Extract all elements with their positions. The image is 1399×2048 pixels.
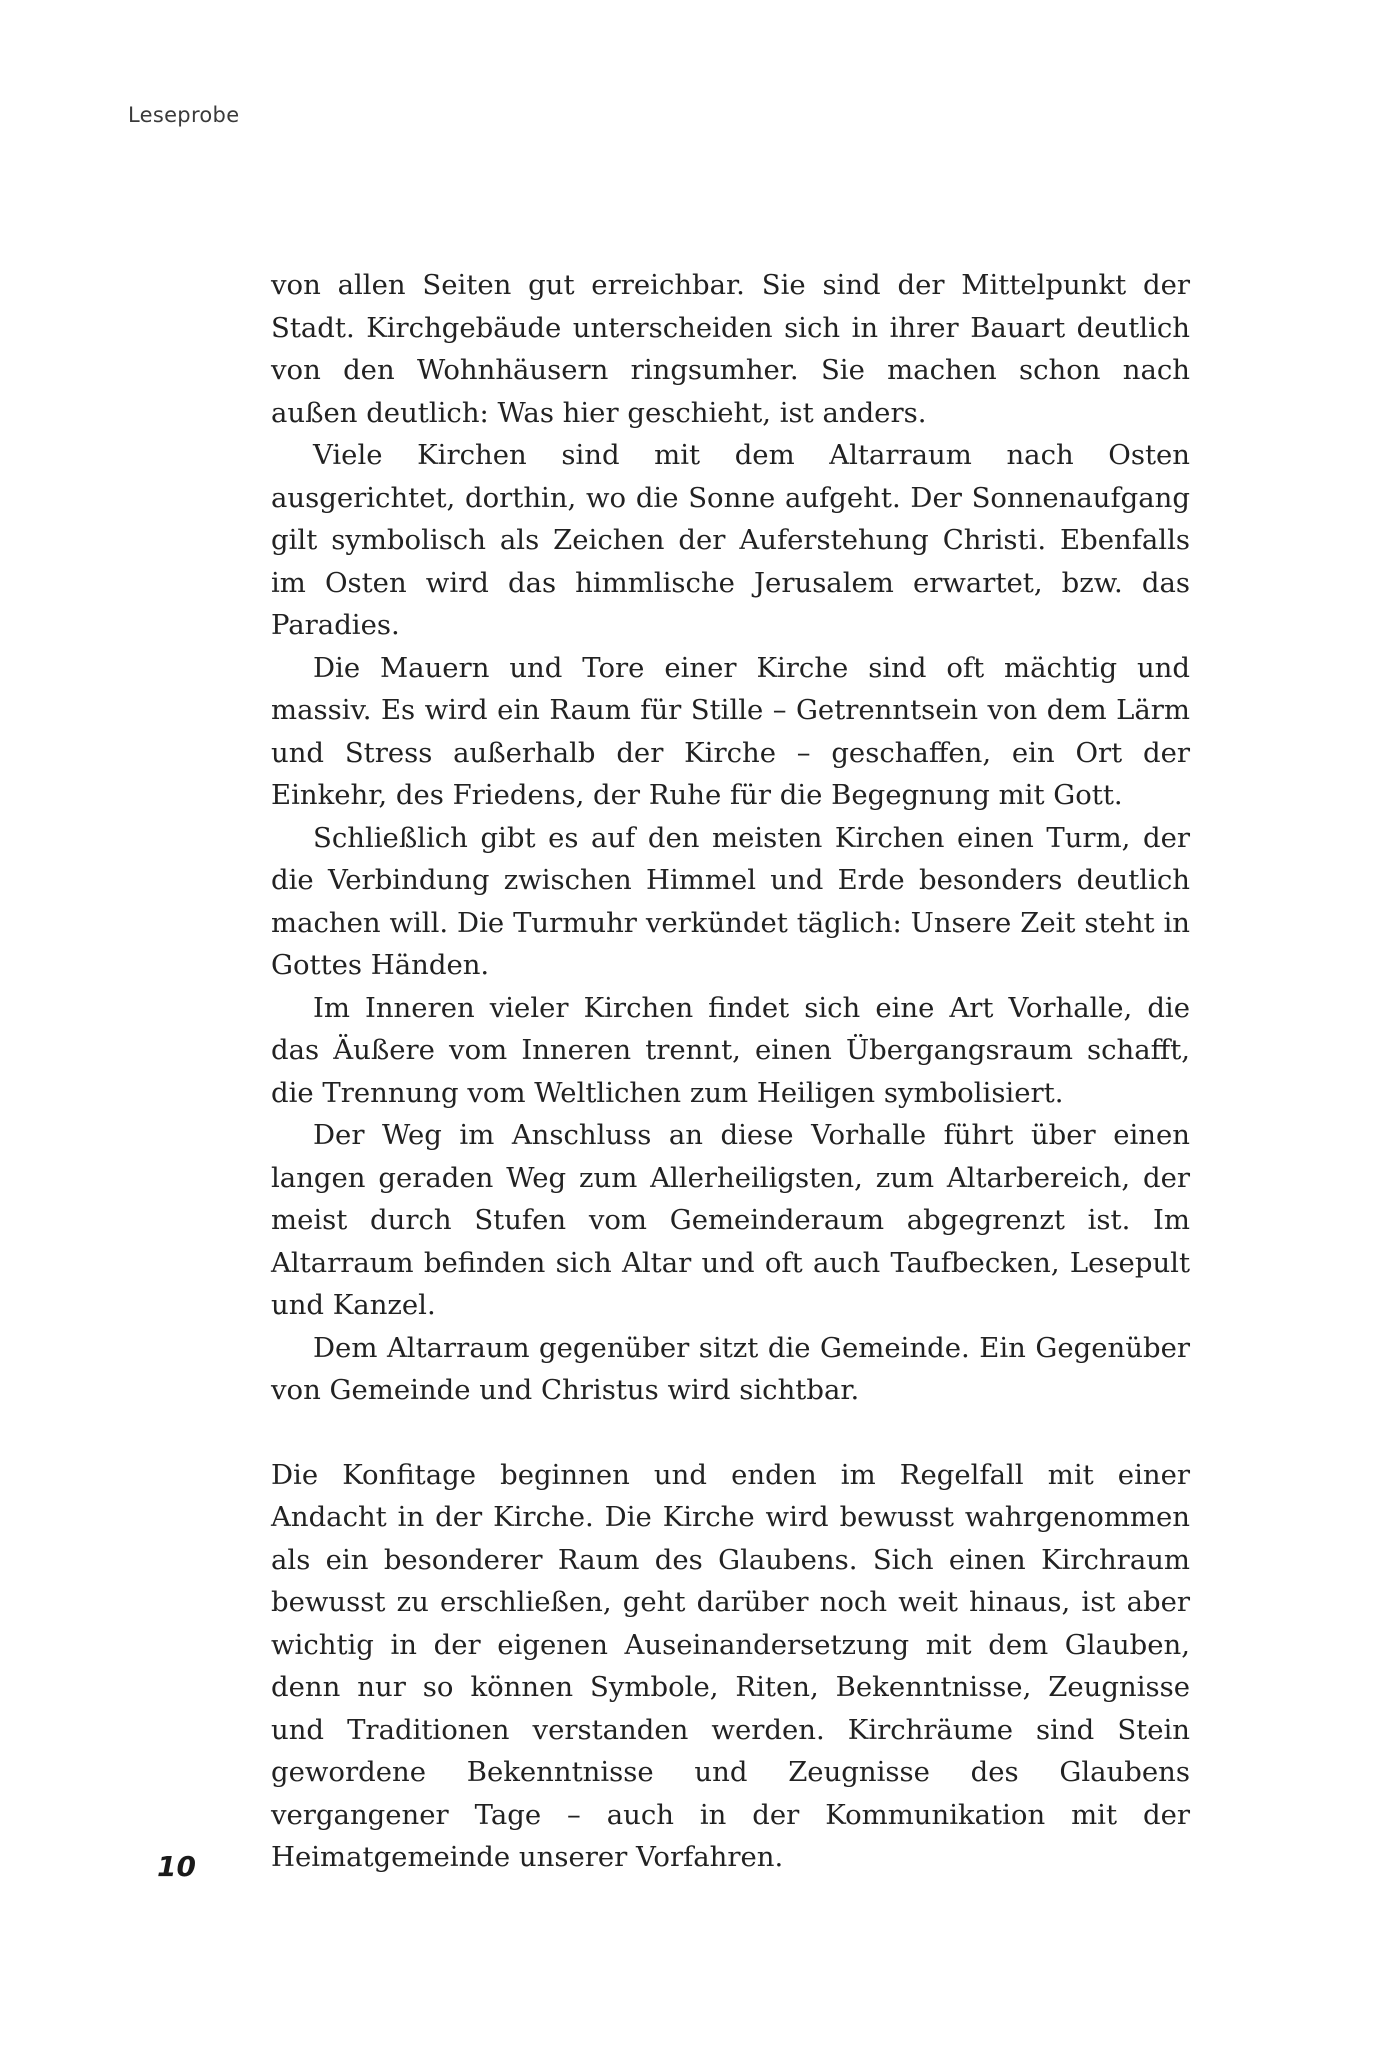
body-text (271, 264, 1190, 1879)
page-number: 10 (157, 1850, 196, 1883)
paragraph: Der Weg im Anschluss an diese Vorhalle führt über einen langen geraden Weg zum Allerheiligsten, zum Altarbereich, der meist durch Stufen vom Gemeinderaum abgegrenzt ist. Im Altarraum befinden sich Altar und oft auch Taufbecken, Lesepult und Kanzel. (271, 1119, 1190, 1321)
paragraph: Im Inneren vieler Kirchen findet sich eine Art Vorhalle, die das Äußere vom Inneren trennt, einen Übergangsraum schafft, die Trennung vom Weltlichen zum Heiligen symbolisiert. (271, 991, 1190, 1109)
paragraph: von allen Seiten gut erreichbar. Sie sind der Mittelpunkt der Stadt. Kirchgebäude unterscheiden sich in ihrer Bauart deutlich von den Wohnhäusern ringsumher. Sie machen schon nach außen deutlich: Was hier geschieht, ist anders. (271, 269, 1190, 429)
paragraph: Viele Kirchen sind mit dem Altarraum nach Osten ausgerichtet, dorthin, wo die Sonne aufgeht. Der Sonnenaufgang gilt symbolisch als Zeichen der Auferstehung Christi. Ebenfalls im Osten wird das himmlische Jerusalem erwartet, bzw. das Paradies. (271, 439, 1190, 641)
paragraph: Die Mauern und Tore einer Kirche sind oft mächtig und massiv. Es wird ein Raum für Stille – Getrenntsein von dem Lärm und Stress außerhalb der Kirche – geschaffen, ein Ort der Einkehr, des Friedens, der Ruhe für die Begegnung mit Gott. (271, 651, 1190, 811)
paragraph: Dem Altarraum gegenüber sitzt die Gemeinde. Ein Gegenüber von Gemeinde und Christus wird sichtbar. (271, 1331, 1190, 1406)
running-header: Leseprobe (128, 103, 240, 127)
paragraph: Schließlich gibt es auf den meisten Kirchen einen Turm, der die Verbindung zwischen Himmel und Erde besonders deutlich machen will. Die Turmuhr verkündet täglich: Unsere Zeit steht in Gottes Händen. (271, 821, 1190, 981)
paragraph: Die Konfitage beginnen und enden im Regelfall mit einer Andacht in der Kirche. Die Kirche wird bewusst wahrgenommen als ein besonderer Raum des Glaubens. Sich einen Kirchraum bewusst zu erschließen, geht darüber noch weit hinaus, ist aber wichtig in der eigenen Auseinandersetzung mit dem Glauben, denn nur so können Symbole, Riten, Bekenntnisse, Zeugnisse und Traditionen verstanden werden. Kirchräume sind Stein gewordene Bekenntnisse und Zeugnisse des Glaubens vergangener Tage – auch in der Kommunikation mit der Heimatgemeinde unserer Vorfahren. (271, 1458, 1190, 1873)
